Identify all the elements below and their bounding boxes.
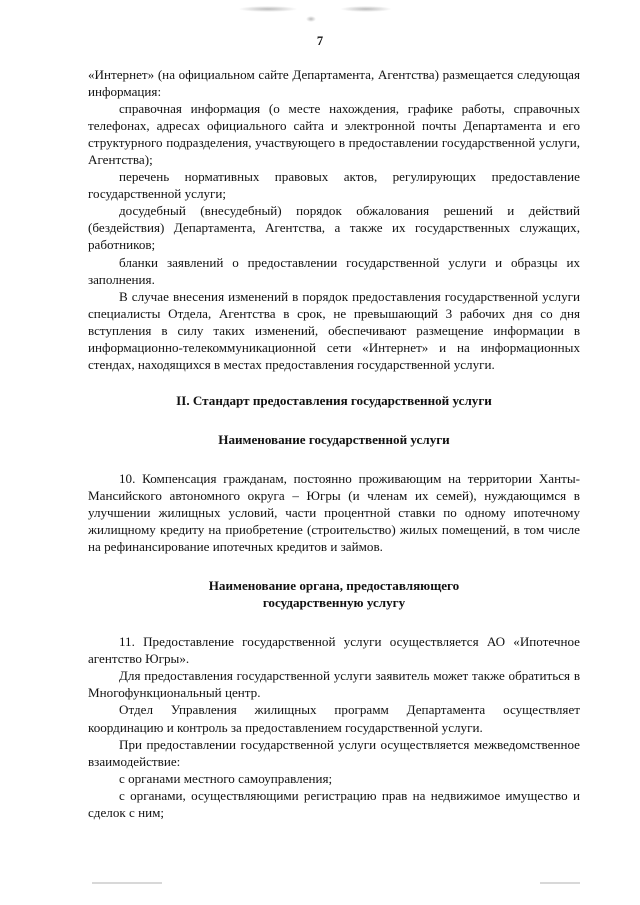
scan-artifact (238, 6, 298, 12)
section-heading: II. Стандарт предоставления государственной услуги (176, 392, 492, 408)
scan-artifact (540, 882, 580, 884)
paragraph: досудебный (внесудебный) порядок обжалования решений и действий (бездействия) Департамента, Агентства, а также их государственных служащих, работников; (88, 203, 580, 253)
paragraph: с органами местного самоуправления; (119, 770, 333, 786)
subheading: Наименование государственной услуги (218, 431, 450, 447)
paragraph: В случае внесения изменений в порядок предоставления государственной услуги специалисты Отдела, Агентства в срок, не превышающий 3 рабочих дня со дня вступления в силу таких изменений, обеспечивают размещение информации в информационно-телекоммуникационной сети «Интернет» и на информационных стендах, находящихся в местах предоставления государственной услуги. (88, 288, 580, 372)
scan-artifact (92, 882, 162, 884)
paragraph: бланки заявлений о предоставлении государственной услуги и образцы их заполнения. (88, 254, 580, 287)
paragraph: «Интернет» (на официальном сайте Департамента, Агентства) размещается следующая информация: (88, 67, 580, 100)
paragraph: Отдел Управления жилищных программ Департамента осуществляет координацию и контроль за предоставлением государственной услуги. (88, 702, 580, 735)
paragraph: 11. Предоставление государственной услуги осуществляется АО «Ипотечное агентство Югры». (88, 634, 580, 667)
paragraph: 10. Компенсация гражданам, постоянно проживающим на территории Ханты-Мансийского автономного округа – Югры (и членам их семей), нуждающимся в улучшении жилищных условий, части процентной ставки по одному ипотечному жилищному кредиту на приобретение (строительство) жилых помещений, в том числе на рефинансирование ипотечных кредитов и займов. (88, 470, 580, 555)
subheading: Наименование органа, предоставляющего (208, 578, 460, 594)
subheading: государственную услугу (262, 595, 406, 611)
paragraph: справочная информация (о месте нахождения, графике работы, справочных телефонах, адресах официального сайта и электронной почты Департамента и его структурного подразделения, участвующего в предоставлении государственной услуги, Агентства); (88, 101, 580, 168)
paragraph: При предоставлении государственной услуги осуществляется межведомственное взаимодействие: (88, 736, 580, 769)
scan-artifact (306, 16, 316, 22)
document-body (88, 66, 580, 821)
paragraph: Для предоставления государственной услуги заявитель может также обратиться в Многофункциональный центр. (88, 668, 580, 701)
scan-artifact (340, 6, 392, 12)
paragraph: перечень нормативных правовых актов, регулирующих предоставление государственной услуги; (88, 169, 580, 202)
page-number: 7 (316, 34, 324, 48)
paragraph: с органами, осуществляющими регистрацию прав на недвижимое имущество и сделок с ним; (88, 787, 580, 820)
